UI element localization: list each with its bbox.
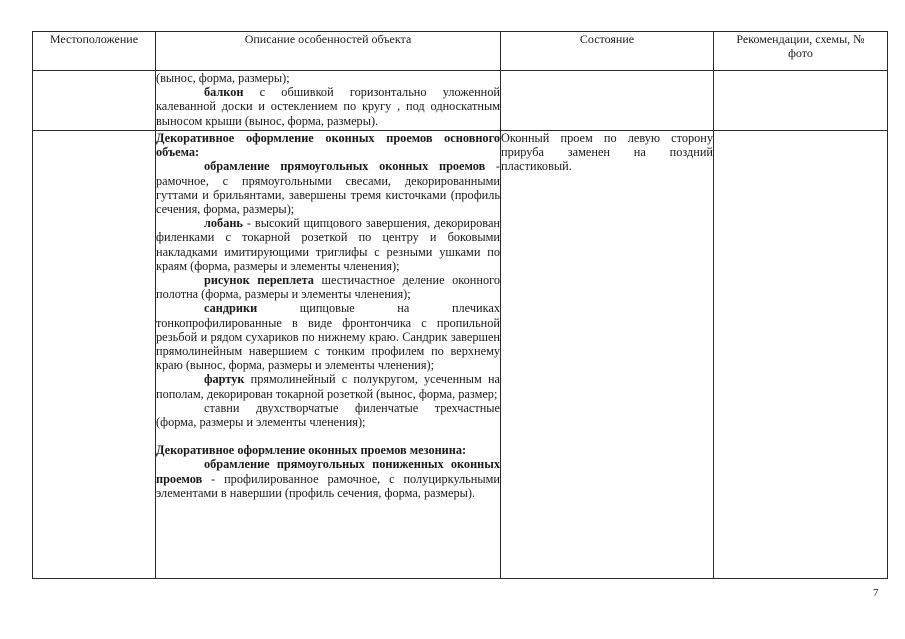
table-row	[33, 131, 888, 579]
mezzanine-frame-term: обрамление прямоугольных пониженных оконных проемов	[156, 457, 500, 486]
section-heading-main: Декоративное оформление оконных проемов основного объема:	[156, 131, 500, 160]
description-cell	[156, 131, 501, 579]
loban-text: - высокий щипцового завершения, декорирован филенками с токарной розеткой по центру и боковыми накладками имитирующими триглифы с резными ушками по краям (форма, размеры и элементы членения);	[156, 216, 500, 273]
loban-term: лобань	[204, 216, 243, 231]
mezzanine-frame-text: - профилированное рамочное, с полуциркульными элементами в навершии (профиль сечения, форма, размеры).	[156, 471, 500, 500]
sandrik-term: сандрики	[204, 301, 258, 316]
sandrik-text: щипцовые на плечиках тонкопрофилированные в виде фронтончика с пропильной резьбой и рядом сухариков по нижнему краю. Сандрик завершен прямолинейным навершием с тонким профилем по верхнему краю (вынос, форма, размеры и элементы членения);	[156, 301, 500, 373]
pattern-term: рисунок переплета	[204, 273, 314, 288]
table-header-row	[33, 32, 888, 71]
balcony-paragraph	[156, 85, 500, 128]
location-cell	[33, 131, 156, 579]
state-cell	[501, 71, 714, 131]
apron-term: фартук	[204, 372, 245, 387]
frame-text: - рамочное, с прямоугольными свесами, декорированными гуттами и брильянтами, завершены тремя кисточками (профиль сечения, форма, размеры);	[156, 159, 501, 217]
header-location: Местоположение	[33, 32, 156, 71]
header-recommendations-text: Рекомендации, схемы, № фото	[736, 32, 865, 60]
header-recommendations	[714, 32, 888, 71]
header-state: Состояние	[501, 32, 714, 71]
object-description-table	[32, 31, 888, 579]
frame-paragraph	[156, 159, 500, 216]
loban-paragraph	[156, 216, 500, 273]
mezzanine-frame-paragraph	[156, 457, 500, 500]
description-cell	[156, 71, 501, 131]
apron-text: прямолинейный с полукругом, усеченным на пополам, декорирован токарной розеткой (вынос, форма, размер;	[156, 372, 500, 401]
balcony-term: балкон	[204, 85, 244, 100]
shutters-paragraph: ставни двухстворчатые филенчатые трехчастные (форма, размеры и элементы членения);	[156, 400, 500, 430]
pattern-text: шестичастное деление оконного полотна (форма, размеры и элементы членения);	[156, 273, 500, 302]
recommendations-cell	[714, 71, 888, 131]
pattern-paragraph	[156, 273, 500, 301]
state-text: Оконный проем по левую сторону прируба заменен на поздний пластиковый.	[501, 131, 713, 174]
section-heading-mezzanine: Декоративное оформление оконных проемов мезонина:	[156, 443, 467, 458]
balcony-text: с обшивкой горизонтально уложенной калеванной доски и остеклением по кругу , под односкатным выносом крыши (вынос, форма, размеры).	[156, 85, 500, 128]
table-row	[33, 71, 888, 131]
location-cell	[33, 71, 156, 131]
paragraph-spacer	[156, 429, 500, 443]
description-line: (вынос, форма, размеры);	[156, 71, 290, 85]
page-number: 7	[873, 587, 879, 599]
header-description: Описание особенностей объекта	[156, 32, 501, 71]
recommendations-cell	[714, 131, 888, 579]
frame-term: обрамление прямоугольных оконных проемов	[204, 159, 486, 174]
sandrik-paragraph	[156, 301, 500, 372]
state-cell	[501, 131, 714, 579]
apron-paragraph	[156, 372, 500, 400]
